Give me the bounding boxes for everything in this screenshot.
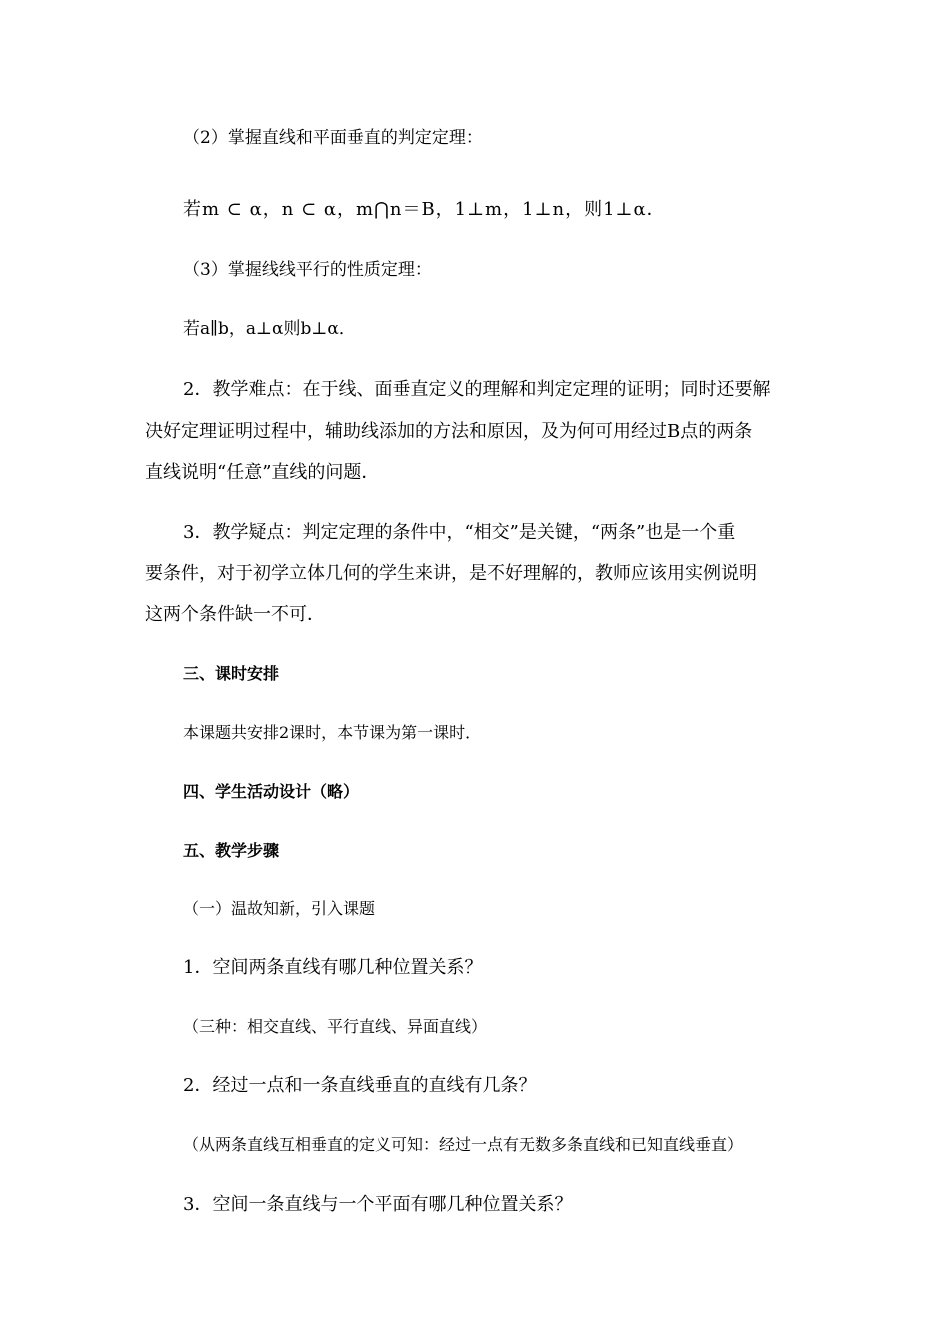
doubt-paragraph-line-1: 3．教学疑点：判定定理的条件中，“相交”是关键，“两条”也是一个重 — [183, 522, 736, 543]
section-heading-activities: 四、学生活动设计（略） — [183, 782, 360, 801]
doubt-paragraph-line-2: 要条件，对于初学立体几何的学生来讲，是不好理解的，教师应该用实例说明 — [145, 563, 757, 584]
question-3: 3．空间一条直线与一个平面有哪几种位置关系？ — [183, 1194, 573, 1215]
answer-1: （三种：相交直线、平行直线、异面直线） — [183, 1017, 488, 1036]
theorem-objective-3: （3）掌握线线平行的性质定理： — [183, 260, 432, 280]
subsection-heading-review: （一）温故知新，引入课题 — [183, 899, 376, 918]
perpendicular-criterion-formula: 若m ⊂ α，n ⊂ α，m⋂n＝B，1⊥m，1⊥n，则1⊥α． — [183, 199, 666, 220]
parallel-property-formula: 若a∥b，a⊥α则b⊥α． — [183, 319, 356, 339]
answer-2: （从两条直线互相垂直的定义可知：经过一点有无数多条直线和已知直线垂直） — [183, 1135, 744, 1154]
schedule-text: 本课题共安排2课时，本节课为第一课时． — [183, 723, 482, 742]
difficulty-paragraph-line-3: 直线说明“任意”直线的问题． — [145, 462, 380, 483]
question-1: 1．空间两条直线有哪几种位置关系？ — [183, 957, 483, 978]
section-heading-schedule: 三、课时安排 — [183, 664, 280, 683]
doubt-paragraph-line-3: 这两个条件缺一不可． — [145, 604, 325, 625]
difficulty-paragraph-line-1: 2．教学难点：在于线、面垂直定义的理解和判定定理的证明；同时还要解 — [183, 379, 771, 400]
theorem-objective-2: （2）掌握直线和平面垂直的判定定理： — [183, 128, 483, 148]
question-2: 2．经过一点和一条直线垂直的直线有几条？ — [183, 1075, 537, 1096]
difficulty-paragraph-line-2: 决好定理证明过程中，辅助线添加的方法和原因，及为何可用经过B点的两条 — [145, 421, 753, 442]
section-heading-steps: 五、教学步骤 — [183, 841, 280, 860]
